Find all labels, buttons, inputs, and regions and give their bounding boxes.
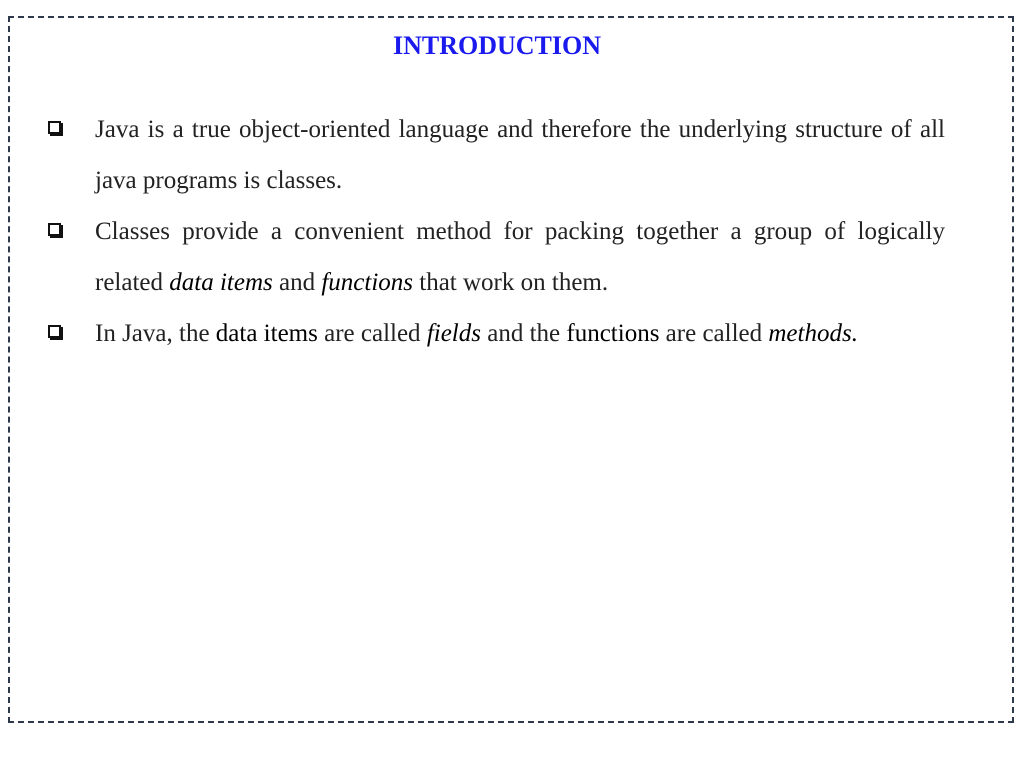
checkbox-bullet-icon [48, 223, 61, 236]
emphasis-fields: fields [426, 320, 481, 347]
bullet-text: Java is a true object-oriented language and therefore the underlying structure of all java programs is classes. [95, 116, 945, 194]
keyword-data-items: data items [215, 320, 318, 347]
bullet-text: and the [480, 320, 567, 347]
bullet-item-1 [48, 104, 945, 206]
bullet-text: are called [317, 320, 427, 347]
checkbox-bullet-icon [48, 121, 61, 134]
keyword-functions: functions [566, 320, 660, 347]
bullet-text: and [272, 269, 322, 296]
checkbox-bullet-icon [48, 325, 61, 338]
bullet-text: In Java, the [95, 320, 216, 347]
bullet-item-2 [48, 206, 945, 308]
bullet-item-3 [48, 308, 945, 359]
bullet-text: Classes provide a convenient method for packing together a group of logically related [95, 218, 945, 296]
slide-title: INTRODUCTION [392, 31, 602, 60]
bullet-text: that work on them. [413, 269, 609, 296]
emphasis-data-items: data items [169, 269, 273, 296]
emphasis-methods: methods. [768, 320, 858, 347]
bullet-list [48, 104, 945, 359]
bullet-text: are called [659, 320, 769, 347]
emphasis-functions: functions [321, 269, 414, 296]
